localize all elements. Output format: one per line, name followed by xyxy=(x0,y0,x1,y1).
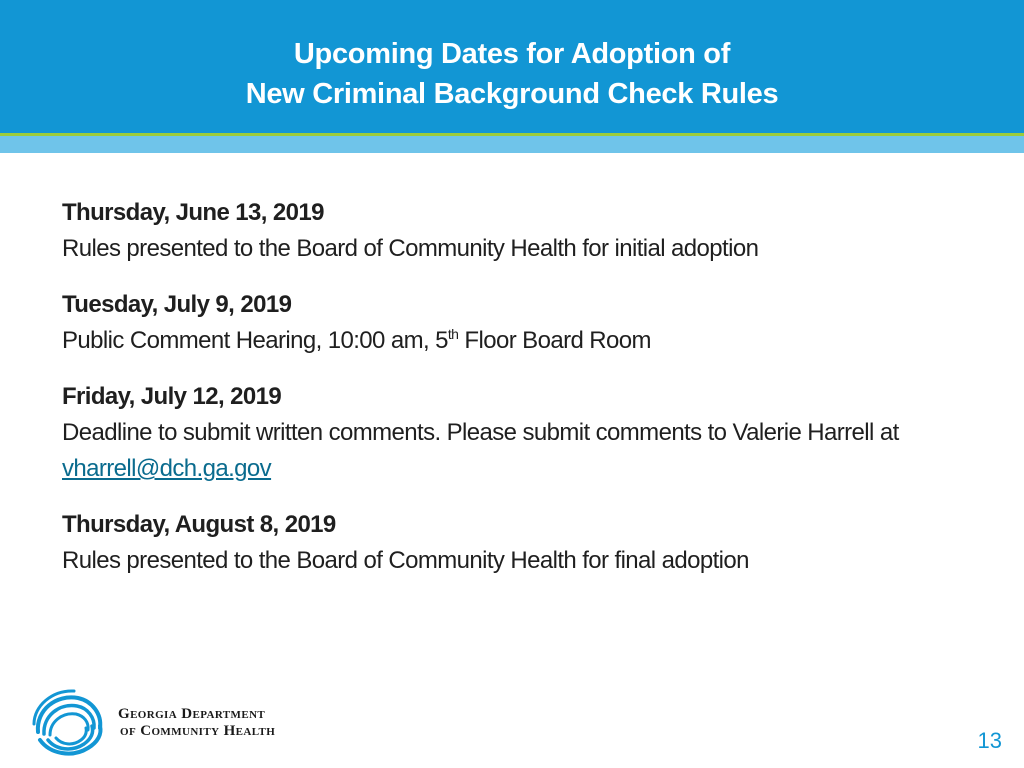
event-item xyxy=(62,287,982,359)
event-item xyxy=(62,195,982,267)
event-date: Thursday, June 13, 2019 xyxy=(62,199,324,226)
org-name-line-1: Georgia Department xyxy=(118,706,266,722)
event-item xyxy=(62,379,982,487)
title-line-1: Upcoming Dates for Adoption of xyxy=(293,38,731,70)
event-description xyxy=(62,323,982,359)
event-item xyxy=(62,507,982,579)
event-description: Rules presented to the Board of Community Health for final adoption xyxy=(62,547,749,574)
event-date: Friday, July 12, 2019 xyxy=(62,383,282,410)
slide-title xyxy=(0,34,1024,114)
event-description-text: Floor Board Room xyxy=(458,327,651,354)
page-number: 13 xyxy=(977,728,1002,753)
header-strip xyxy=(0,136,1024,153)
email-link[interactable]: vharrell@dch.ga.gov xyxy=(62,455,272,482)
event-date: Thursday, August 8, 2019 xyxy=(62,511,336,538)
event-list xyxy=(62,195,982,599)
org-name-line-2: of Community Health xyxy=(120,723,276,739)
event-description-text: Public Comment Hearing, 10:00 am, 5 xyxy=(62,327,448,354)
event-description: Deadline to submit written comments. Please submit comments to Valerie Harrell at xyxy=(62,419,899,446)
event-description: Rules presented to the Board of Community Health for initial adoption xyxy=(62,235,759,262)
title-line-2: New Criminal Background Check Rules xyxy=(245,78,779,110)
organization-name xyxy=(118,706,275,740)
event-date: Tuesday, July 9, 2019 xyxy=(62,291,292,318)
ordinal-suffix: th xyxy=(447,326,459,342)
dch-swirl-logo-icon xyxy=(28,688,108,760)
